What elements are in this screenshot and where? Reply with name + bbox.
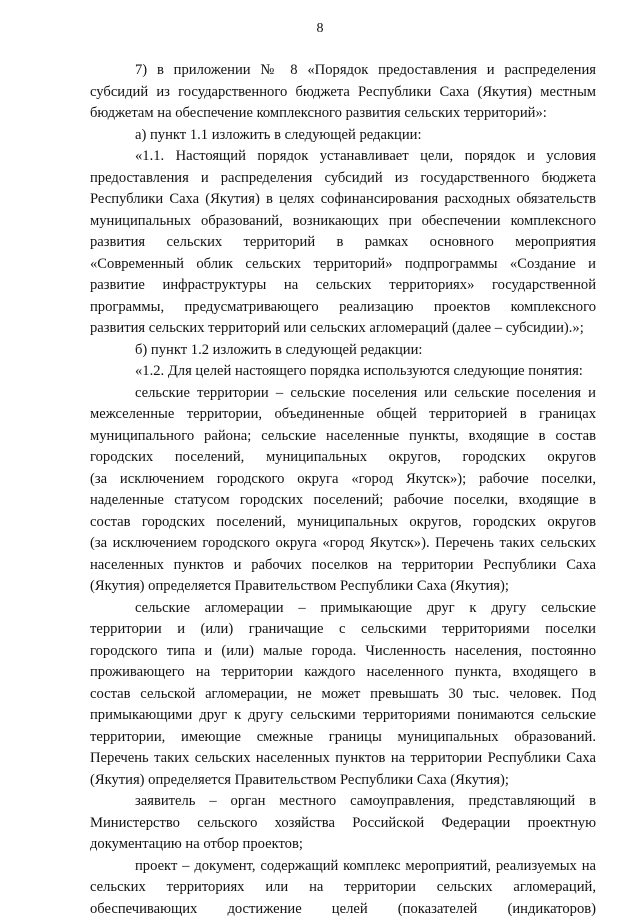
text-line: муниципального района; сельские населенные пункты, входящие в состав [90, 426, 596, 448]
text-line: проект – документ, содержащий комплекс мероприятий, реализуемых на [90, 856, 596, 878]
text-line: заявитель – орган местного самоуправления, представляющий в [90, 791, 596, 813]
text-line: городских поселений, муниципальных округов, городских округов [90, 447, 596, 469]
text-line: населенных пунктов и рабочих поселков на территории Республики Саха [90, 555, 596, 577]
text-line: территории, имеющие смежные границы муниципальных образований. [90, 727, 596, 749]
text-line: б) пункт 1.2 изложить в следующей редакции: [90, 340, 596, 362]
text-line: Республики Саха (Якутия) в целях софинансирования расходных обязательств [90, 189, 596, 211]
text-line: Перечень таких сельских населенных пунктов на территории Республики Саха [90, 748, 596, 770]
text-line: обеспечивающих достижение целей (показателей (индикаторов) [90, 899, 596, 920]
text-line: 7) в приложении № 8 «Порядок предоставления и распределения [90, 60, 596, 82]
page-number: 8 [0, 21, 640, 37]
text-line: территории и (или) граничащие с сельскими территориями поселки [90, 619, 596, 641]
text-line: развития сельских территорий в рамках основного мероприятия [90, 232, 596, 254]
text-line: (Якутия) определяется Правительством Республики Саха (Якутия); [90, 576, 596, 598]
text-line: муниципальных образований, возникающих при обеспечении комплексного [90, 211, 596, 233]
text-line: межселенные территории, объединенные общей территорией в границах [90, 404, 596, 426]
text-line: наделенные статусом городских поселений; рабочие поселки, входящие в [90, 490, 596, 512]
text-line: развитие инфраструктуры на сельских территориях» государственной [90, 275, 596, 297]
text-line: состав сельской агломерации, не может превышать 30 тыс. человек. Под [90, 684, 596, 706]
text-line: (за исключением городского округа «город Якутск»). Перечень таких сельских [90, 533, 596, 555]
text-line: сельские территории – сельские поселения или сельские поселения и [90, 383, 596, 405]
text-line: (за исключением городского округа «город Якутск»); рабочие поселки, [90, 469, 596, 491]
document-body [90, 60, 596, 920]
text-line: сельских территориях или на территории сельских агломераций, [90, 877, 596, 899]
text-line: примыкающими друг к другу сельскими территориями понимаются сельские [90, 705, 596, 727]
text-line: а) пункт 1.1 изложить в следующей редакции: [90, 125, 596, 147]
text-line: «1.2. Для целей настоящего порядка используются следующие понятия: [90, 361, 596, 383]
text-line: бюджетам на обеспечение комплексного развития сельских территорий»: [90, 103, 596, 125]
text-line: «Современный облик сельских территорий» подпрограммы «Создание и [90, 254, 596, 276]
text-line: «1.1. Настоящий порядок устанавливает цели, порядок и условия [90, 146, 596, 168]
text-line: сельские агломерации – примыкающие друг к другу сельские [90, 598, 596, 620]
text-line: Министерство сельского хозяйства Российской Федерации проектную [90, 813, 596, 835]
text-line: предоставления и распределения субсидий из государственного бюджета [90, 168, 596, 190]
text-line: развития сельских территорий или сельских агломераций (далее – субсидии).»; [90, 318, 596, 340]
text-line: документацию на отбор проектов; [90, 834, 596, 856]
text-line: состав городских поселений, муниципальных округов, городских округов [90, 512, 596, 534]
text-line: городского типа и (или) малые города. Численность населения, постоянно [90, 641, 596, 663]
text-line: субсидий из государственного бюджета Республики Саха (Якутия) местным [90, 82, 596, 104]
text-line: (Якутия) определяется Правительством Республики Саха (Якутия); [90, 770, 596, 792]
text-line: программы, предусматривающего реализацию проектов комплексного [90, 297, 596, 319]
text-line: проживающего на территории каждого населенного пункта, входящего в [90, 662, 596, 684]
